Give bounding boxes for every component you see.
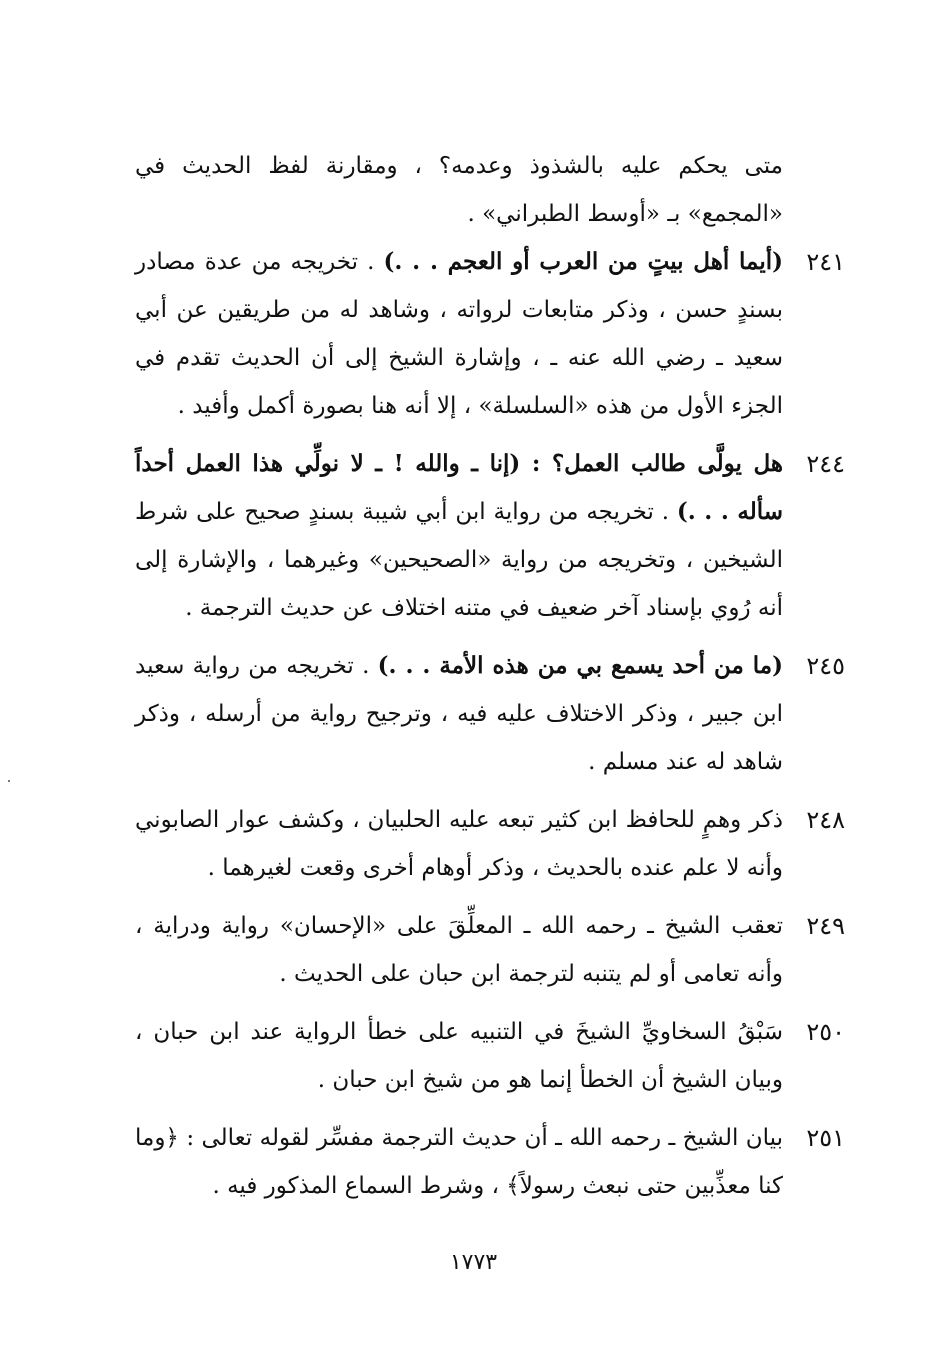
entry-number: ٢٤٥ xyxy=(806,652,845,680)
entry-text xyxy=(135,1008,783,1104)
entry-number: ٢٥١ xyxy=(806,1124,845,1152)
entry-description: بيان الشيخ ـ رحمه الله ـ أن حديث الترجمة مفسِّر لقوله تعالى : ﴿وما كنا معذِّبين حتى نبعث رسولاً﴾ ، وشرط السماع المذكور فيه . xyxy=(135,1125,783,1199)
entry-245 xyxy=(135,642,845,786)
entry-text xyxy=(135,796,783,892)
entry-description: . تخريجه من عدة مصادر بسندٍ حسن ، وذكر متابعات لرواته ، وشاهد له من طريقين عن أبي سعيد ـ رضي الله عنه ـ ، وإشارة الشيخ إلى أن الحديث تقدم في الجزء الأول من هذه «السلسلة» ، إلا أنه هنا بصورة أكمل وأفيد . xyxy=(135,249,783,419)
entry-number: ٢٤٤ xyxy=(806,450,845,478)
page-body xyxy=(135,142,845,1210)
entry-241 xyxy=(135,238,845,430)
entry-249 xyxy=(135,902,845,998)
entry-number: ٢٤٩ xyxy=(806,912,845,940)
entry-number: ٢٤٨ xyxy=(806,806,845,834)
entry-number: ٢٥٠ xyxy=(806,1018,845,1046)
entry-description: تعقب الشيخ ـ رحمه الله ـ المعلِّقَ على «الإحسان» رواية ودراية ، وأنه تعامى أو لم يتنبه لترجمة ابن حبان على الحديث . xyxy=(135,913,783,987)
entry-250 xyxy=(135,1008,845,1104)
hadith-title: (أيما أهل بيتٍ من العرب أو العجم . . .) xyxy=(383,248,783,275)
entry-text xyxy=(135,238,783,430)
scan-mark xyxy=(8,780,10,782)
entry-244 xyxy=(135,440,845,632)
entry-251 xyxy=(135,1114,845,1210)
entry-text xyxy=(135,440,783,632)
entry-description: ذكر وهمٍ للحافظ ابن كثير تبعه عليه الحلبيان ، وكشف عوار الصابوني وأنه لا علم عنده بالحديث ، وذكر أوهام أخرى وقعت لغيرهما . xyxy=(135,807,783,881)
entry-text xyxy=(135,1114,783,1210)
entry-text xyxy=(135,902,783,998)
hadith-title: (إنا ـ والله ! ـ لا نولِّي هذا العمل أحداً سأله . . .) xyxy=(135,450,784,525)
entry-248 xyxy=(135,796,845,892)
entry-description: . تخريجه من رواية سعيد ابن جبير ، وذكر الاختلاف عليه فيه ، وترجيح رواية من أرسله ، وذكر شاهد له عند مسلم . xyxy=(135,653,783,775)
intro-paragraph: متى يحكم عليه بالشذوذ وعدمه؟ ، ومقارنة لفظ الحديث في «المجمع» بـ «أوسط الطبراني» . xyxy=(135,153,783,227)
chapter-question: هل يولَّى طالب العمل؟ : xyxy=(531,450,784,477)
entry-number: ٢٤١ xyxy=(806,248,845,276)
hadith-title: (ما من أحد يسمع بي من هذه الأمة . . .) xyxy=(377,652,784,679)
entry-text xyxy=(135,642,783,786)
entry-description: سَبْقُ السخاويِّ الشيخَ في التنبيه على خطأ الرواية عند ابن حبان ، وبيان الشيخ أن الخطأ إنما هو من شيخ ابن حبان . xyxy=(135,1019,783,1093)
page-number: ١٧٧٣ xyxy=(449,1250,498,1275)
entry-description: . تخريجه من رواية ابن أبي شيبة بسندٍ صحيح على شرط الشيخين ، وتخريجه من رواية «الصحيحين» وغيرهما ، والإشارة إلى أنه رُوي بإسناد آخر ضعيف في متنه اختلاف عن حديث الترجمة . xyxy=(135,499,783,621)
